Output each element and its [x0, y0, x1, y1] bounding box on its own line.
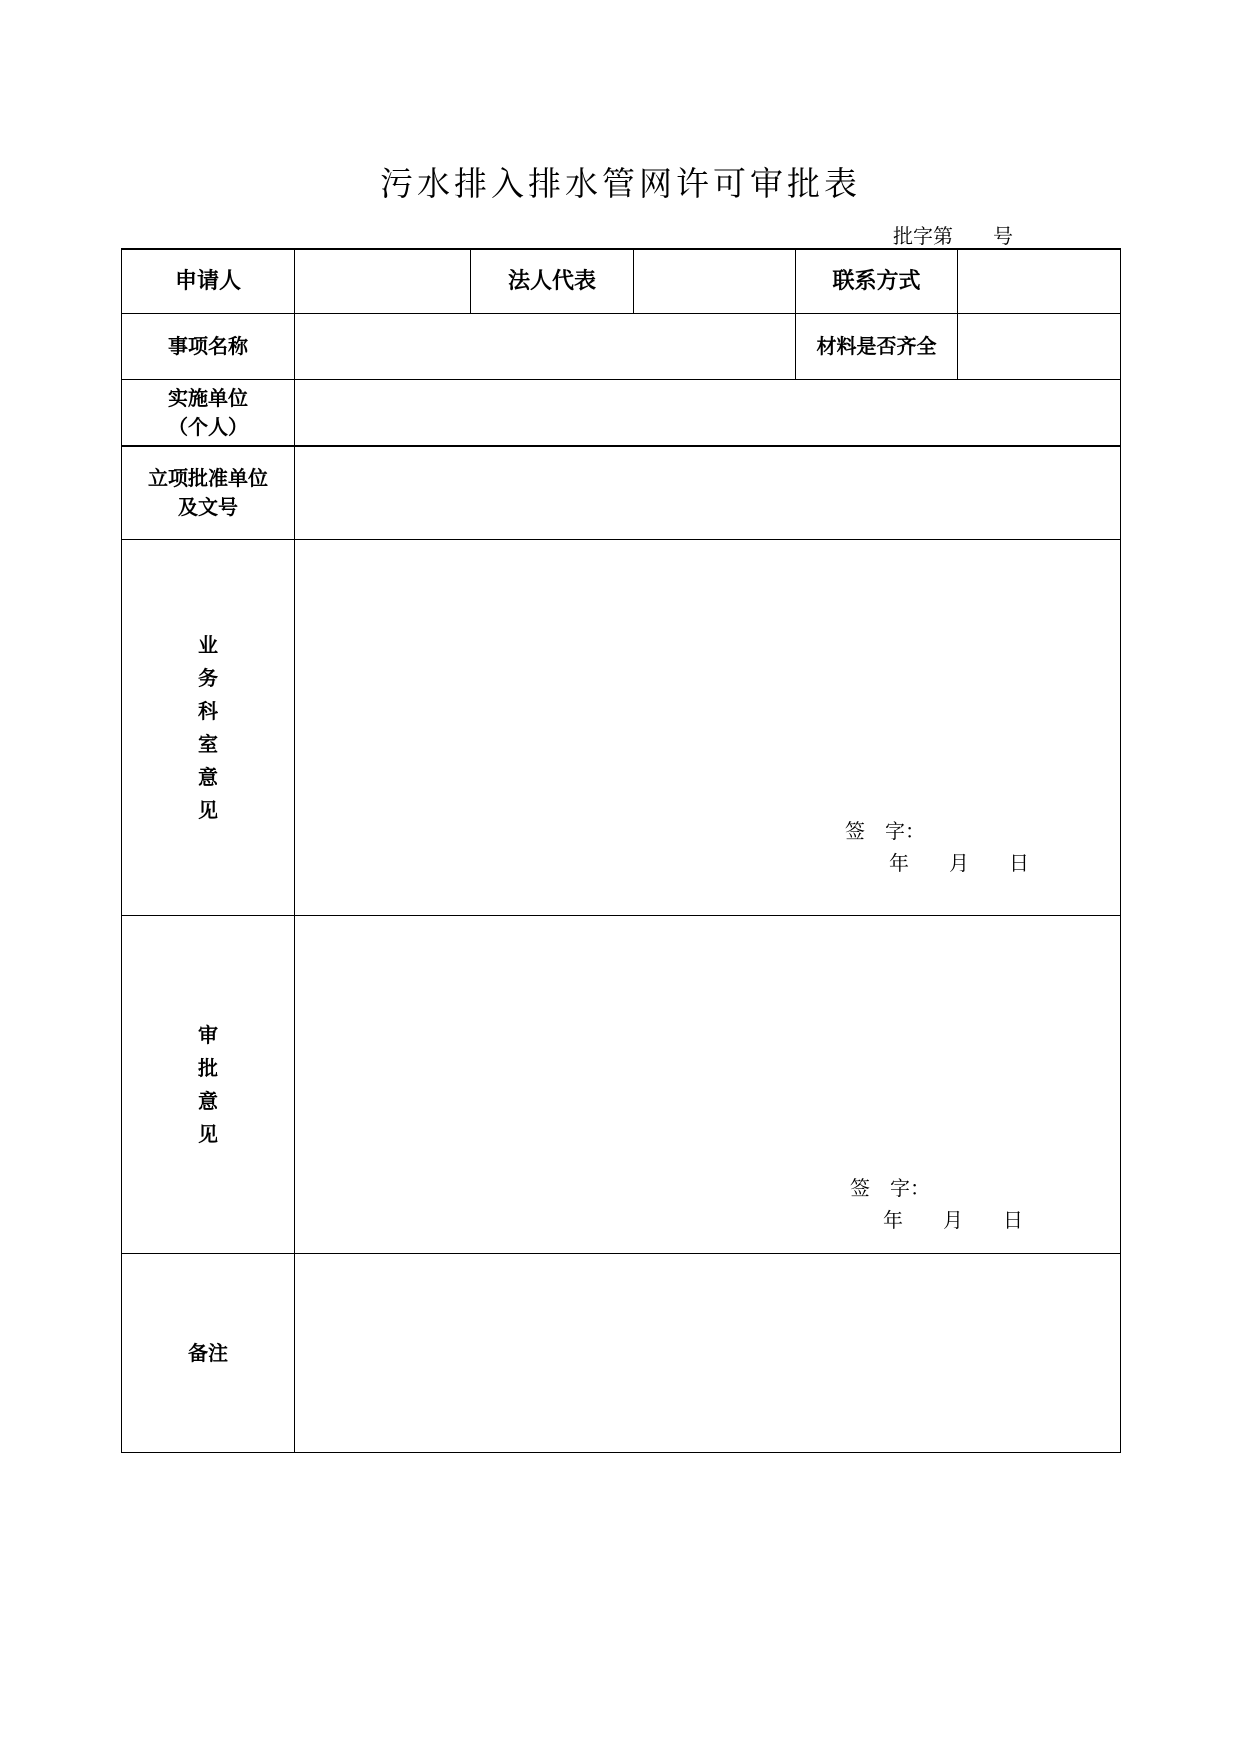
table-border-right	[1120, 248, 1121, 1453]
approval-signature-label: 签 字：	[850, 1176, 930, 1200]
applicant-field[interactable]	[295, 250, 470, 313]
legal-representative-label: 法人代表	[507, 268, 596, 294]
approval-opinion-label: 审 批 意 见	[198, 1022, 218, 1146]
contact-field[interactable]	[958, 250, 1120, 313]
legal-representative-field[interactable]	[634, 250, 795, 313]
item-name-field[interactable]	[295, 314, 795, 379]
implementing-unit-label: 实施单位 （个人）	[168, 385, 248, 439]
document-number: 批字第 号	[893, 224, 1013, 248]
business-office-opinion-label: 业 务 科 室 意 见	[198, 632, 218, 822]
approval-opinion-field[interactable]	[295, 916, 1120, 1253]
contact-label: 联系方式	[832, 268, 921, 294]
approval-unit-label: 立项批准单位 及文号	[148, 466, 268, 519]
materials-complete-field[interactable]	[958, 314, 1120, 379]
approval-date-label: 年 月 日	[883, 1208, 1023, 1232]
business-date-label: 年 月 日	[889, 851, 1029, 875]
remarks-label: 备注	[188, 1340, 228, 1365]
page-title: 污水排入排水管网许可审批表	[380, 164, 861, 203]
table-border-bottom	[121, 1452, 1121, 1453]
business-signature-label: 签 字：	[845, 819, 925, 843]
approval-unit-field[interactable]	[295, 447, 1120, 539]
implementing-unit-field[interactable]	[295, 380, 1120, 445]
applicant-label: 申请人	[174, 268, 241, 294]
materials-complete-label: 材料是否齐全	[816, 334, 937, 358]
item-name-label: 事项名称	[168, 334, 248, 358]
remarks-field[interactable]	[295, 1254, 1120, 1452]
